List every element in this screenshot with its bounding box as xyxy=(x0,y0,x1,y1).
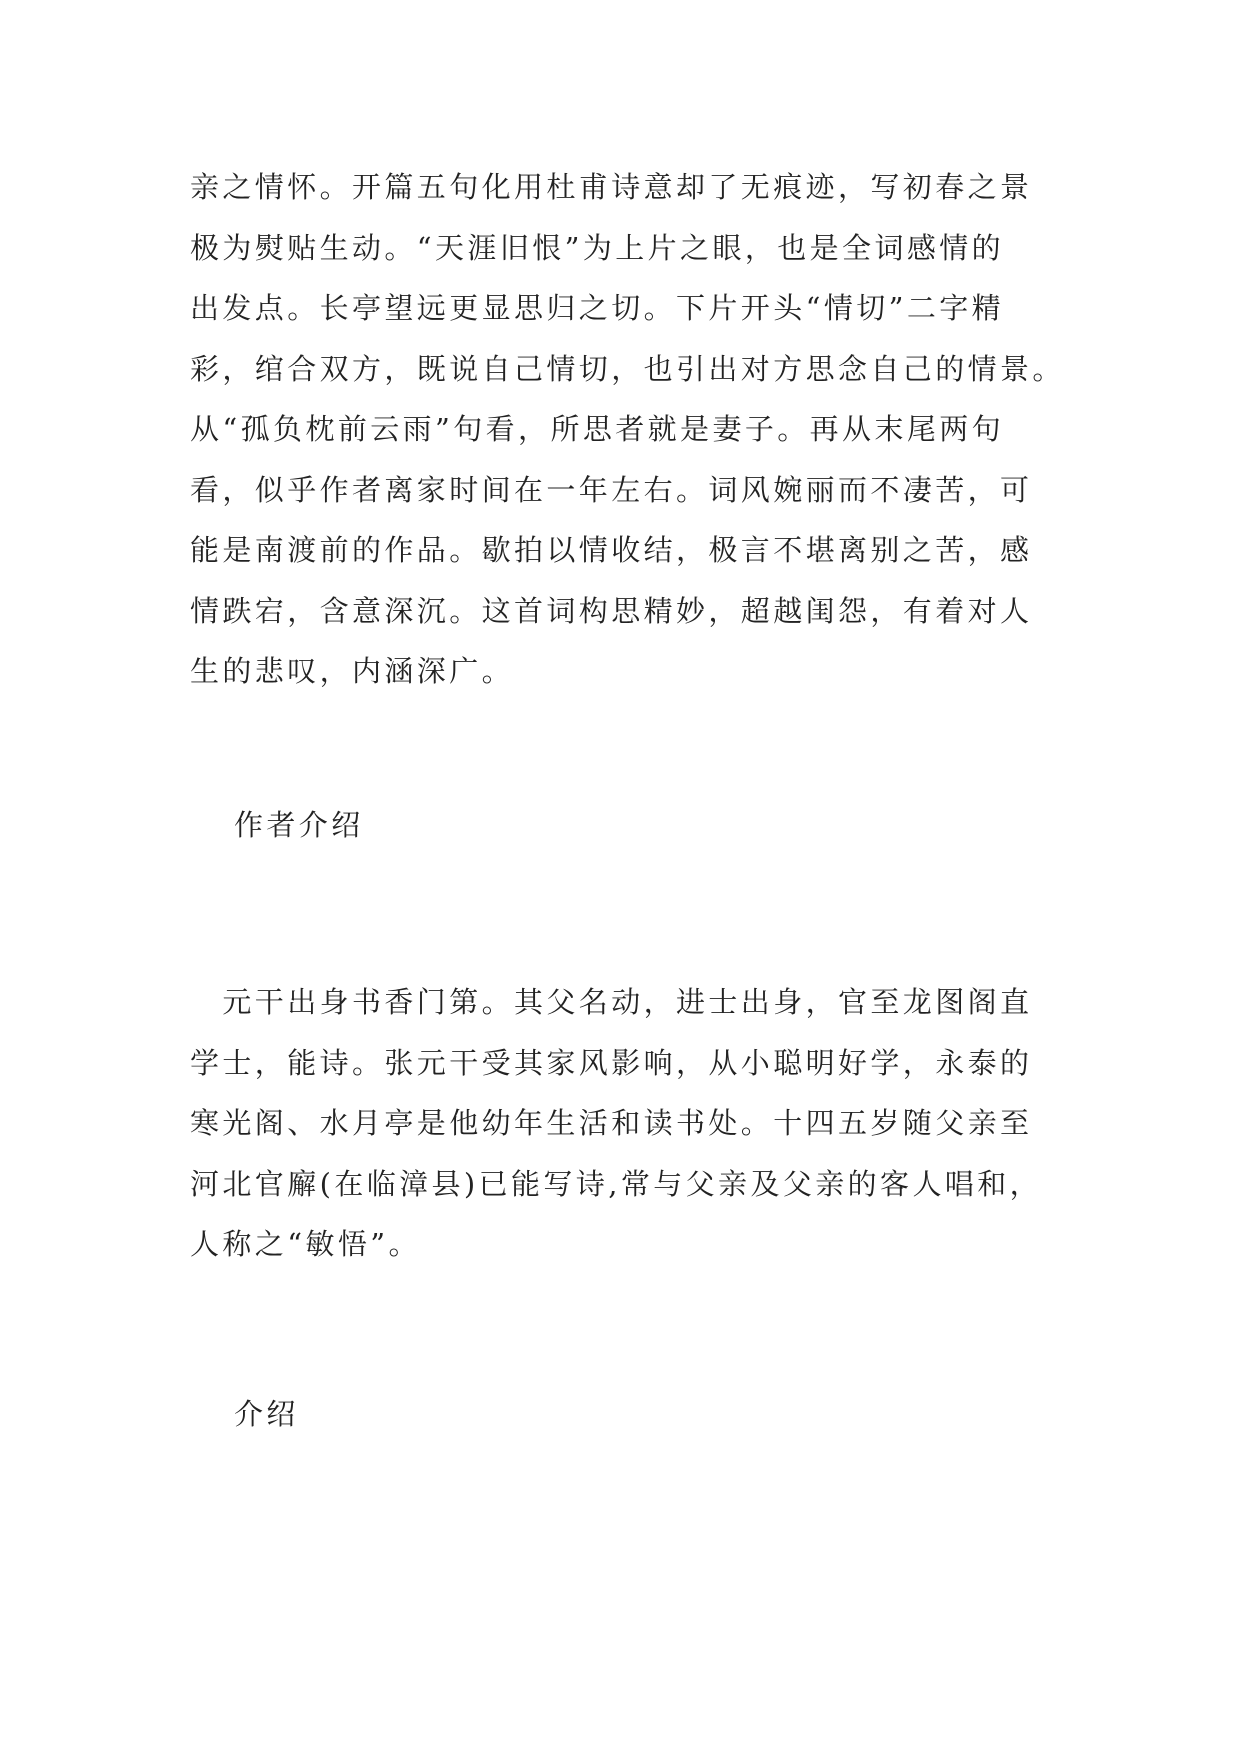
text-line: 生的悲叹，内涵深广。 xyxy=(190,654,515,688)
section-heading-intro: 介绍 xyxy=(234,1397,299,1431)
text-line: 寒光阁、水月亭是他幼年生活和读书处。十四五岁随父亲至 xyxy=(190,1106,1033,1140)
text-line: 看，似乎作者离家时间在一年左右。词风婉丽而不凄苦，可 xyxy=(190,472,1033,507)
text-line: 出发点。长亭望远更显思归之切。下片开头“情切”二字精 xyxy=(190,291,1005,325)
text-line: 能是南渡前的作品。歇拍以情收结，极言不堪离别之苦，感 xyxy=(190,533,1033,567)
text-line: 极为熨贴生动。“天涯旧恨”为上片之眼，也是全词感情的 xyxy=(190,230,1005,265)
text-line: 河北官廨(在临漳县)已能写诗,常与父亲及父亲的客人唱和， xyxy=(190,1166,1043,1201)
author-paragraph xyxy=(190,972,1052,1275)
text-line: 从“孤负枕前云雨”句看，所思者就是妻子。再从末尾两句 xyxy=(190,412,1005,446)
text-line: 彩，绾合双方，既说自己情切，也引出对方思念自己的情景。 xyxy=(190,351,1065,386)
text-line: 亲之情怀。开篇五句化用杜甫诗意却了无痕迹，写初春之景 xyxy=(190,170,1033,204)
text-line: 情跌宕，含意深沉。这首词构思精妙，超越闺怨，有着对人 xyxy=(190,593,1033,628)
text-line: 元干出身书香门第。其父名动，进士出身，官至龙图阁直 xyxy=(190,985,1033,1019)
text-line: 学士，能诗。张元干受其家风影响，从小聪明好学，永泰的 xyxy=(190,1045,1033,1080)
commentary-paragraph xyxy=(190,157,1065,702)
section-heading-author: 作者介绍 xyxy=(234,808,364,842)
text-line: 人称之“敏悟”。 xyxy=(190,1227,421,1261)
